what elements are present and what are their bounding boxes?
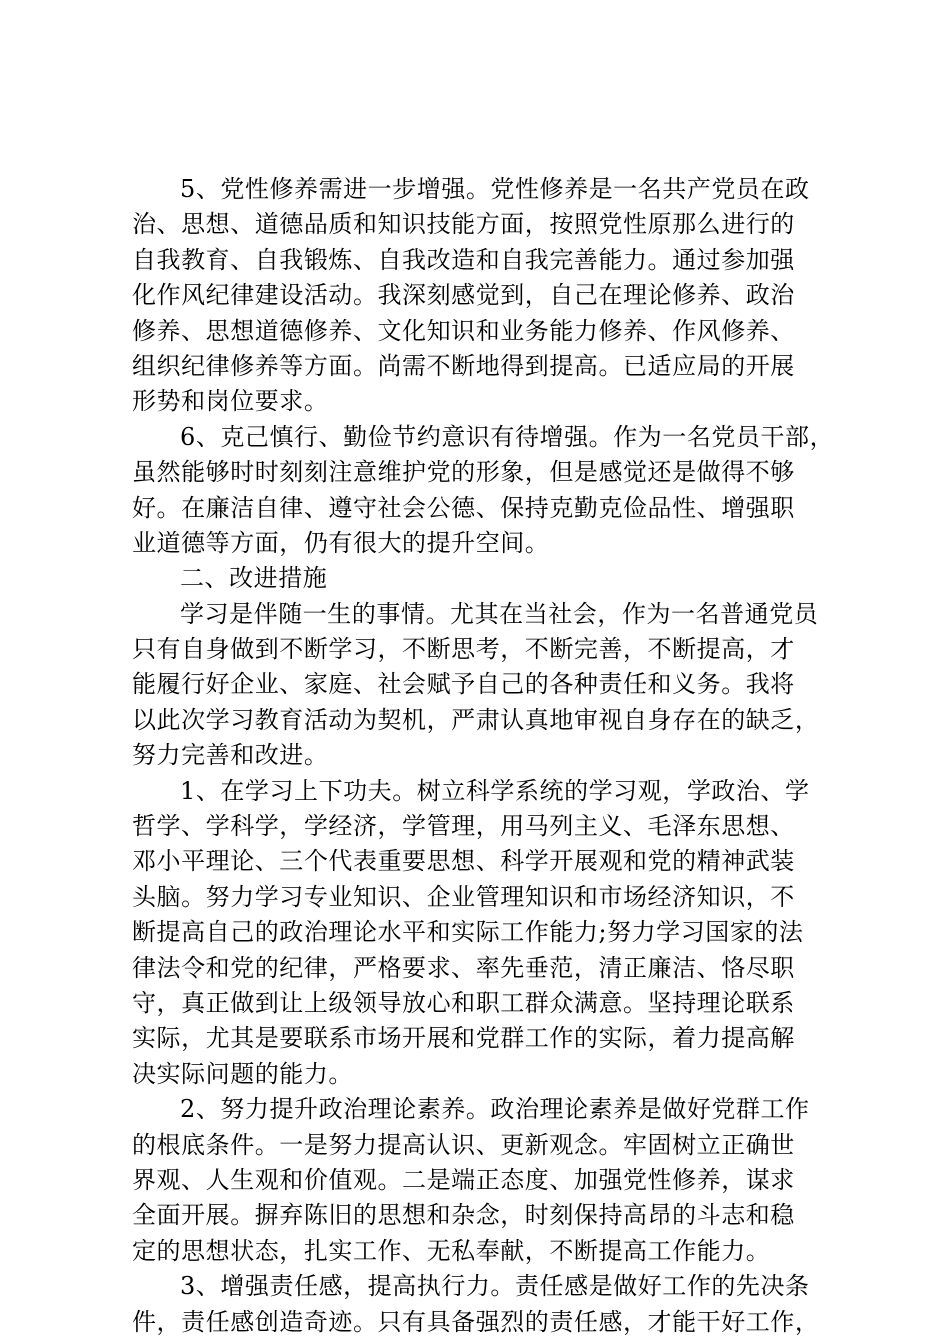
text-line: 自我教育、自我锻炼、自我改造和自我完善能力。通过参加强 [132,245,795,274]
text-line: 2、努力提升政治理论素养。政治理论素养是做好党群工作 [180,1095,810,1124]
text-line: 化作风纪律建设活动。我深刻感觉到，自己在理论修养、政治 [132,281,795,310]
text-line: 二、改进措施 [180,564,328,593]
text-line: 好。在廉洁自律、遵守社会公德、保持克勤克俭品性、增强职 [132,493,795,522]
text-line: 界观、人生观和价值观。二是端正态度、加强党性修养，谋求 [132,1165,795,1194]
text-line: 实际，尤其是要联系市场开展和党群工作的实际，着力提高解 [132,1024,795,1053]
text-line: 断提高自己的政治理论水平和实际工作能力;努力学习国家的法 [132,918,804,947]
text-line: 3、增强责任感，提高执行力。责任感是做好工作的先决条 [180,1272,810,1301]
text-line: 业道德等方面，仍有很大的提升空间。 [132,528,550,557]
text-line: 组织纪律修养等方面。尚需不断地得到提高。已适应局的开展 [132,351,795,380]
text-line: 以此次学习教育活动为契机，严肃认真地审视自身存在的缺乏， [132,705,820,734]
text-line: 6、克己慎行、勤俭节约意识有待增强。作为一名党员干部， [180,422,835,451]
text-line: 件，责任感创造奇迹。只有具备强烈的责任感，才能干好工作， [132,1307,820,1336]
text-line: 治、思想、道德品质和知识技能方面，按照党性原那么进行的 [132,210,795,239]
text-line: 邓小平理论、三个代表重要思想、科学开展观和党的精神武装 [132,847,795,876]
text-line: 虽然能够时时刻刻注意维护党的形象，但是感觉还是做得不够 [132,458,795,487]
text-line: 决实际问题的能力。 [132,1059,353,1088]
text-line: 形势和岗位要求。 [132,387,329,416]
text-line: 努力完善和改进。 [132,741,329,770]
text-line: 守，真正做到让上级领导放心和职工群众满意。坚持理论联系 [132,988,795,1017]
document-body [132,172,835,1340]
text-line: 只有自身做到不断学习，不断思考，不断完善，不断提高，才 [132,635,795,664]
text-line: 5、党性修养需进一步增强。党性修养是一名共产党员在政 [180,175,810,203]
text-line: 律法令和党的纪律，严格要求、率先垂范，清正廉洁、恪尽职 [132,953,795,982]
text-line: 学习是伴随一生的事情。尤其在当社会，作为一名普通党员 [180,599,819,628]
text-line: 1、在学习上下功夫。树立科学系统的学习观，学政治、学 [180,776,810,805]
text-line: 定的思想状态，扎实工作、无私奉献，不断提高工作能力。 [132,1236,771,1265]
text-line: 修养、思想道德修养、文化知识和业务能力修养、作风修养、 [132,316,795,345]
text-line: 哲学、学科学，学经济，学管理，用马列主义、毛泽东思想、 [132,812,795,841]
text-line: 能履行好企业、家庭、社会赋予自己的各种责任和义务。我将 [132,670,795,699]
text-line: 全面开展。摒弃陈旧的思想和杂念，时刻保持高昂的斗志和稳 [132,1201,795,1230]
text-line: 头脑。努力学习专业知识、企业管理知识和市场经济知识，不 [132,882,795,911]
text-line: 的根底条件。一是努力提高认识、更新观念。牢固树立正确世 [132,1130,795,1159]
